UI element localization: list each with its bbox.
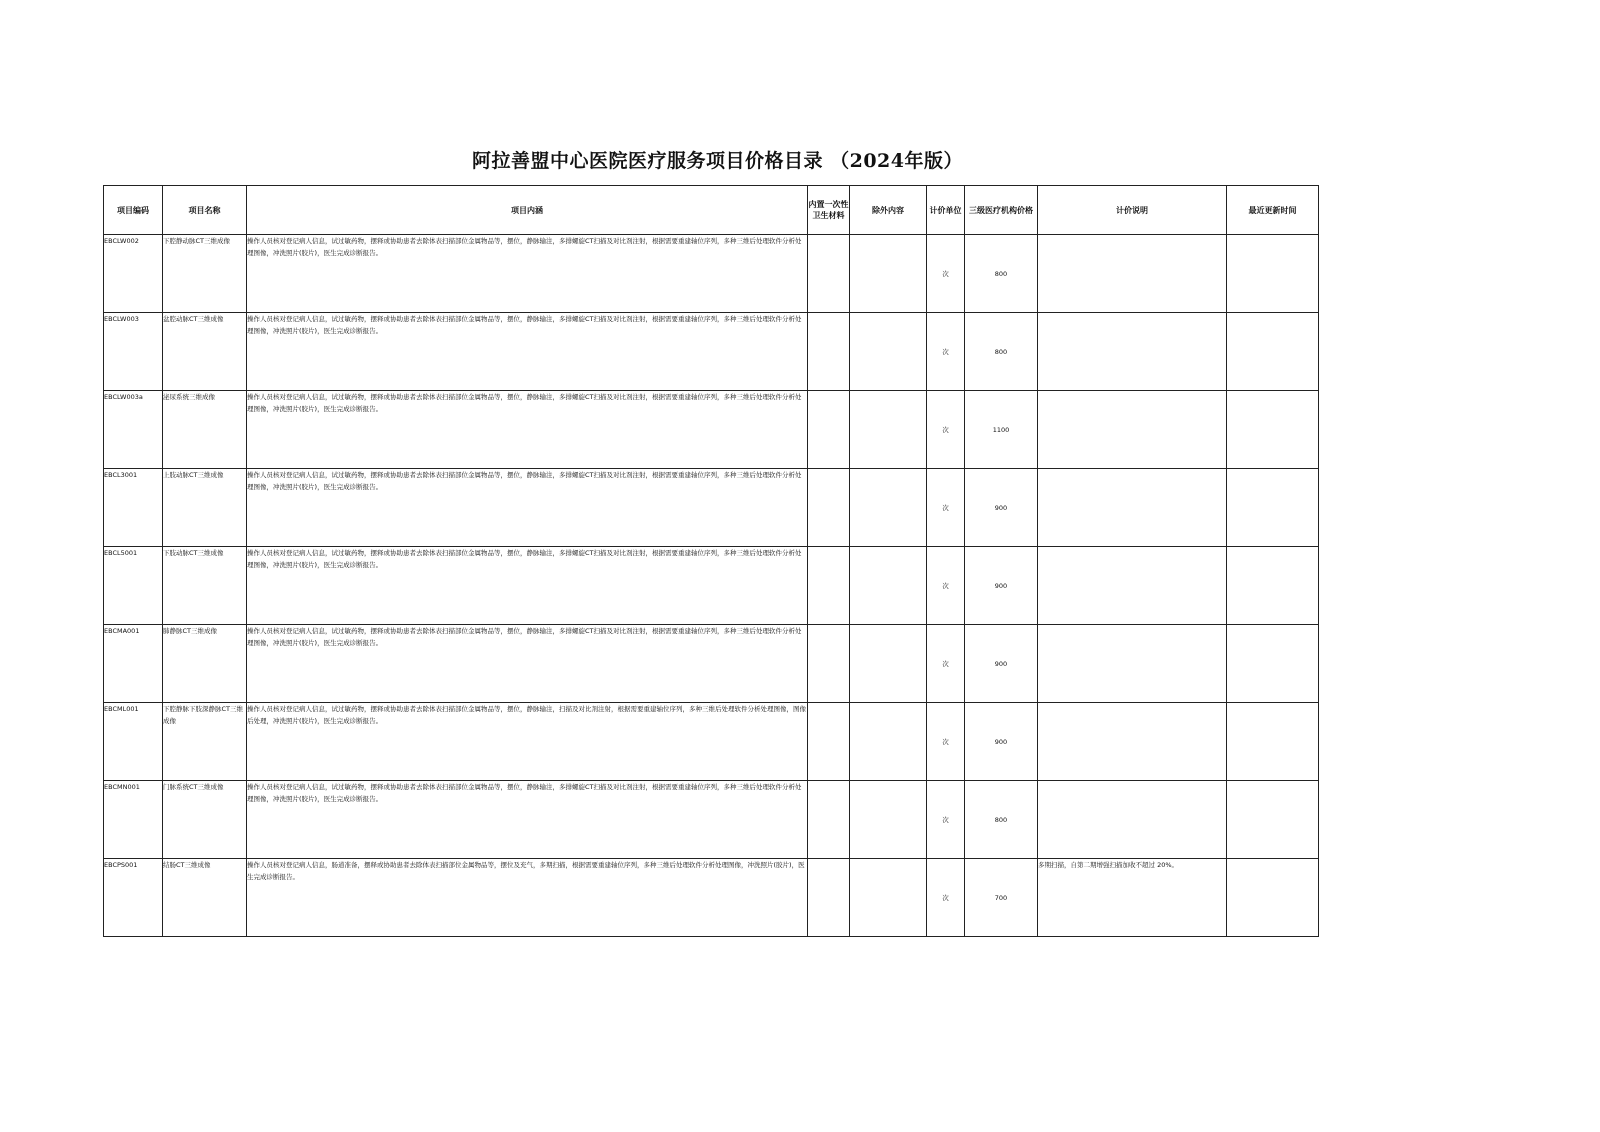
item-exclusions	[850, 703, 927, 781]
item-updated	[1227, 313, 1319, 391]
header-materials: 内置一次性卫生材料	[808, 186, 850, 235]
table-row	[104, 313, 1319, 391]
item-exclusions	[850, 547, 927, 625]
item-note	[1038, 313, 1227, 391]
item-unit: 次	[927, 625, 965, 703]
page-title: 阿拉善盟中心医院医疗服务项目价格目录 （2024年版）	[472, 150, 963, 172]
item-content: 操作人员核对登记病人信息，试过敏药物，摆释或协助患者去除体表扫描部位金属物品等，摆位，静脉输注，多排螺旋CT扫描及对比剂注射，根据需要重建轴位序列，多种三维后处理软件分析处理图像，冲洗照片(胶片)，医生完成诊断报告。	[247, 469, 808, 547]
table-row	[104, 235, 1319, 313]
header-updated: 最近更新时间	[1227, 186, 1319, 235]
item-note	[1038, 469, 1227, 547]
item-exclusions	[850, 313, 927, 391]
item-content: 操作人员核对登记病人信息，试过敏药物，摆释或协助患者去除体表扫描部位金属物品等，摆位，静脉输注，多排螺旋CT扫描及对比剂注射，根据需要重建轴位序列，多种三维后处理软件分析处理图像，冲洗照片(胶片)，医生完成诊断报告。	[247, 313, 808, 391]
table-row	[104, 625, 1319, 703]
table-header-row	[104, 186, 1319, 235]
item-code: EBCMA001	[104, 625, 163, 703]
item-materials	[808, 235, 850, 313]
item-unit: 次	[927, 703, 965, 781]
table-row	[104, 703, 1319, 781]
item-name: 下腔静脉下肢深静脉CT三维成像	[163, 703, 247, 781]
table-row	[104, 391, 1319, 469]
item-content: 操作人员核对登记病人信息，试过敏药物，摆释或协助患者去除体表扫描部位金属物品等，摆位，静脉输注，多排螺旋CT扫描及对比剂注射，根据需要重建轴位序列，多种三维后处理软件分析处理图像，冲洗照片(胶片)，医生完成诊断报告。	[247, 625, 808, 703]
header-note: 计价说明	[1038, 186, 1227, 235]
item-updated	[1227, 859, 1319, 937]
item-price: 800	[965, 781, 1038, 859]
item-content: 操作人员核对登记病人信息，试过敏药物，摆释或协助患者去除体表扫描部位金属物品等，摆位，静脉输注，多排螺旋CT扫描及对比剂注射，根据需要重建轴位序列，多种三维后处理软件分析处理图像，冲洗照片(胶片)，医生完成诊断报告。	[247, 391, 808, 469]
item-code: EBCPS001	[104, 859, 163, 937]
item-name: 下肢动脉CT三维成像	[163, 547, 247, 625]
item-updated	[1227, 625, 1319, 703]
item-updated	[1227, 547, 1319, 625]
item-note	[1038, 625, 1227, 703]
item-unit: 次	[927, 313, 965, 391]
item-price: 800	[965, 313, 1038, 391]
table-row	[104, 547, 1319, 625]
item-content: 操作人员核对登记病人信息，试过敏药物，摆释或协助患者去除体表扫描部位金属物品等，摆位，静脉输注，多排螺旋CT扫描及对比剂注射，根据需要重建轴位序列，多种三维后处理软件分析处理图像，冲洗照片(胶片)，医生完成诊断报告。	[247, 547, 808, 625]
item-materials	[808, 703, 850, 781]
item-materials	[808, 391, 850, 469]
item-name: 结肠CT三维成像	[163, 859, 247, 937]
header-unit: 计价单位	[927, 186, 965, 235]
item-price: 800	[965, 235, 1038, 313]
item-note	[1038, 391, 1227, 469]
item-exclusions	[850, 469, 927, 547]
table-row	[104, 859, 1319, 937]
item-code: EBCLW002	[104, 235, 163, 313]
item-content: 操作人员核对登记病人信息，试过敏药物，摆释或协助患者去除体表扫描部位金属物品等，摆位，静脉输注，扫描及对比剂注射，根据需要重建轴位序列，多种三维后处理软件分析处理图像，图像后处理，冲洗照片(胶片)，医生完成诊断报告。	[247, 703, 808, 781]
header-code: 项目编码	[104, 186, 163, 235]
item-price: 900	[965, 625, 1038, 703]
item-materials	[808, 859, 850, 937]
item-code: EBCML001	[104, 703, 163, 781]
item-note	[1038, 703, 1227, 781]
item-name: 门脉系统CT三维成像	[163, 781, 247, 859]
item-materials	[808, 469, 850, 547]
item-name: 下腔静动脉CT三维成像	[163, 235, 247, 313]
item-unit: 次	[927, 859, 965, 937]
item-exclusions	[850, 781, 927, 859]
price-catalog-table	[103, 185, 1319, 937]
item-price: 700	[965, 859, 1038, 937]
header-content: 项目内涵	[247, 186, 808, 235]
item-materials	[808, 547, 850, 625]
item-content: 操作人员核对登记病人信息，试过敏药物，摆释或协助患者去除体表扫描部位金属物品等，摆位，静脉输注，多排螺旋CT扫描及对比剂注射，根据需要重建轴位序列，多种三维后处理软件分析处理图像，冲洗照片(胶片)，医生完成诊断报告。	[247, 235, 808, 313]
item-unit: 次	[927, 391, 965, 469]
item-name: 肺静脉CT三维成像	[163, 625, 247, 703]
item-updated	[1227, 703, 1319, 781]
header-price: 三级医疗机构价格	[965, 186, 1038, 235]
item-exclusions	[850, 235, 927, 313]
table-row	[104, 781, 1319, 859]
item-code: EBCMN001	[104, 781, 163, 859]
item-note	[1038, 781, 1227, 859]
item-unit: 次	[927, 547, 965, 625]
item-content: 操作人员核对登记病人信息，试过敏药物，摆释或协助患者去除体表扫描部位金属物品等，摆位，静脉输注，多排螺旋CT扫描及对比剂注射，根据需要重建轴位序列，多种三维后处理软件分析处理图像，冲洗照片(胶片)，医生完成诊断报告。	[247, 781, 808, 859]
item-code: EBCL5001	[104, 547, 163, 625]
item-exclusions	[850, 391, 927, 469]
item-updated	[1227, 235, 1319, 313]
item-exclusions	[850, 625, 927, 703]
item-price: 900	[965, 547, 1038, 625]
item-unit: 次	[927, 235, 965, 313]
item-materials	[808, 313, 850, 391]
item-note	[1038, 235, 1227, 313]
item-content: 操作人员核对登记病人信息，肠道准备，摆释或协助患者去除体表扫描部位金属物品等，摆位及充气，多期扫描，根据需要重建轴位序列，多种三维后处理软件分析处理图像，冲洗照片(胶片)，医生完成诊断报告。	[247, 859, 808, 937]
item-price: 1100	[965, 391, 1038, 469]
header-exclusions: 除外内容	[850, 186, 927, 235]
item-code: EBCLW003	[104, 313, 163, 391]
item-updated	[1227, 781, 1319, 859]
item-updated	[1227, 391, 1319, 469]
item-price: 900	[965, 469, 1038, 547]
item-unit: 次	[927, 781, 965, 859]
item-name: 泌尿系统三维成像	[163, 391, 247, 469]
item-exclusions	[850, 859, 927, 937]
item-materials	[808, 625, 850, 703]
item-price: 900	[965, 703, 1038, 781]
table-row	[104, 469, 1319, 547]
item-code: EBCLW003a	[104, 391, 163, 469]
item-note	[1038, 547, 1227, 625]
item-updated	[1227, 469, 1319, 547]
item-name: 上肢动脉CT三维成像	[163, 469, 247, 547]
item-code: EBCL3001	[104, 469, 163, 547]
header-name: 项目名称	[163, 186, 247, 235]
item-note: 多期扫描，自第二期增强扫描加收不超过 20%。	[1038, 859, 1227, 937]
item-unit: 次	[927, 469, 965, 547]
item-name: 盆腔动脉CT三维成像	[163, 313, 247, 391]
item-materials	[808, 781, 850, 859]
